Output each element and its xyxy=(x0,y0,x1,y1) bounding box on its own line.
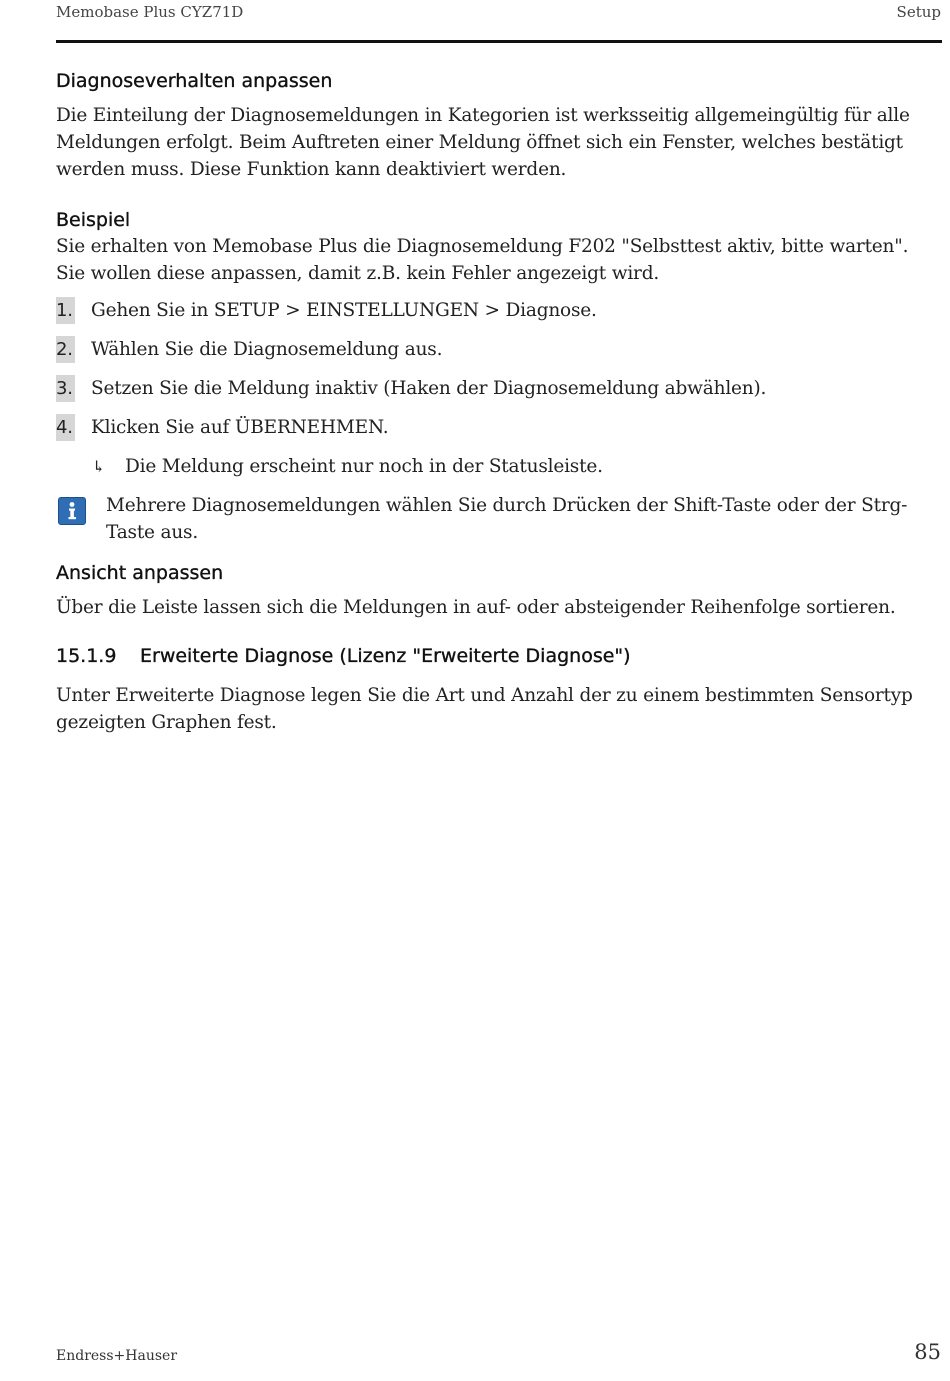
page-content xyxy=(56,70,941,736)
diag-intro-paragraph: Die Einteilung der Diagnosemeldungen in Kategorien ist werksseitig allgemeingültig für alle Meldungen erfolgt. Beim Auftreten einer Meldung öffnet sich ein Fenster, welches bestätigt werden muss. Diese Funktion kann deaktiviert werden. xyxy=(56,105,910,180)
footer-brand: Endress+Hauser xyxy=(56,1348,178,1364)
section-title: Erweiterte Diagnose (Lizenz "Erweiterte Diagnose") xyxy=(140,645,631,667)
info-icon xyxy=(58,497,86,525)
header-rule xyxy=(56,40,942,43)
step-text: Klicken Sie auf ÜBERNEHMEN. xyxy=(91,417,389,438)
result-text: Die Meldung erscheint nur noch in der Statusleiste. xyxy=(125,456,603,477)
step-item xyxy=(56,414,941,453)
step-text: Wählen Sie die Diagnosemeldung aus. xyxy=(91,339,443,360)
section-heading-erweiterte-diagnose xyxy=(56,645,941,682)
section-paragraph: Unter Erweiterte Diagnose legen Sie die Art und Anzahl der zu einem bestimmten Sensortyp gezeigten Graphen fest. xyxy=(56,685,913,733)
example-label: Beispiel xyxy=(56,209,131,231)
result-arrow-icon: ↳ xyxy=(92,457,106,476)
example-paragraph: Sie erhalten von Memobase Plus die Diagnosemeldung F202 "Selbsttest aktiv, bitte warten". Sie wollen diese anpassen, damit z.B. kein Fehler angezeigt wird. xyxy=(56,236,909,284)
header-product-name: Memobase Plus CYZ71D xyxy=(56,3,244,21)
step-result xyxy=(56,453,941,492)
step-number: 1. xyxy=(56,297,75,324)
heading-ansicht: Ansicht anpassen xyxy=(56,562,224,584)
view-paragraph: Über die Leiste lassen sich die Meldungen in auf- oder absteigender Reihenfolge sortieren. xyxy=(56,597,896,618)
step-number: 3. xyxy=(56,375,75,402)
header-chapter: Setup xyxy=(896,3,941,21)
heading-diagnoseverhalten: Diagnoseverhalten anpassen xyxy=(56,70,333,92)
step-item xyxy=(56,375,941,414)
note-text: Mehrere Diagnosemeldungen wählen Sie durch Drücken der Shift-Taste oder der Strg-Taste aus. xyxy=(106,495,908,543)
step-text: Gehen Sie in SETUP > EINSTELLUNGEN > Diagnose. xyxy=(91,300,597,321)
step-number: 4. xyxy=(56,414,75,441)
step-item xyxy=(56,297,941,336)
info-note xyxy=(56,492,941,562)
section-number: 15.1.9 xyxy=(56,645,117,667)
step-number: 2. xyxy=(56,336,75,363)
page-number: 85 xyxy=(914,1340,941,1364)
steps-list xyxy=(56,297,941,453)
step-item xyxy=(56,336,941,375)
step-text: Setzen Sie die Meldung inaktiv (Haken der Diagnosemeldung abwählen). xyxy=(91,378,767,399)
page-header xyxy=(56,3,941,23)
